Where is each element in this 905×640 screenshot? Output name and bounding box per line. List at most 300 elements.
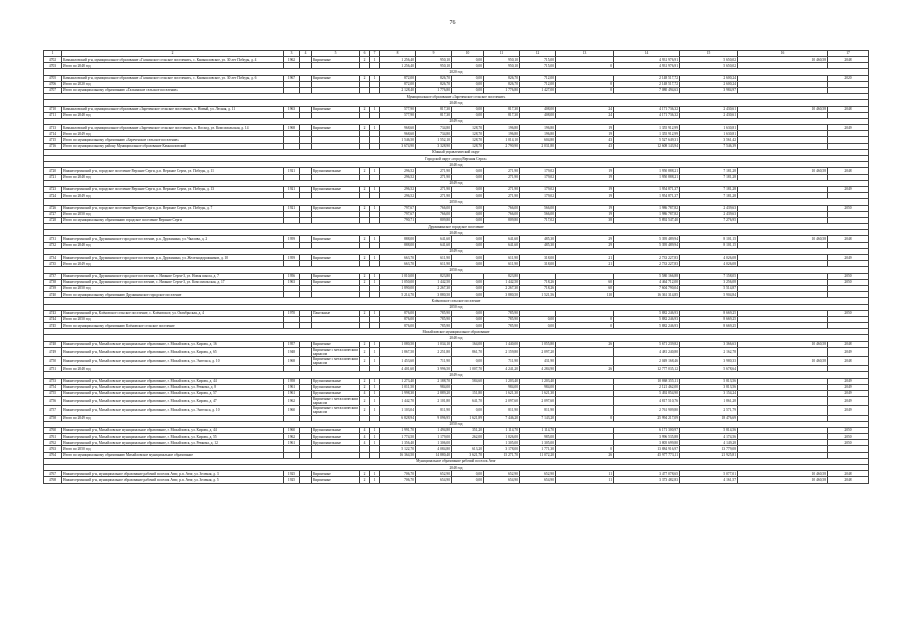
table-cell: 7 604 790,04	[614, 285, 680, 291]
table-cell: 663,70	[380, 261, 416, 267]
table-cell: Крупнопанельные	[312, 434, 360, 440]
table-cell: 0	[556, 323, 614, 329]
table-cell: 2 600,24	[680, 81, 738, 87]
table-cell: 10 460,58	[738, 106, 828, 112]
table-cell: Нижнесергинский р-н, Дружининское городское поселение, с. Нижние Серги-3, ул. Новая школа, д. 7	[62, 273, 284, 279]
table-cell: 4761	[44, 434, 62, 440]
section-title: Клёновское сельское поселение	[44, 298, 869, 304]
table-cell: 0,00	[452, 205, 484, 211]
table-cell: Нижнесергинский р-н, Михайловское муниципальное образование, г. Михайловск, ул. Кирова, д. 47	[62, 397, 284, 406]
table-cell: 566,00	[520, 211, 556, 217]
table-cell: Итого по муниципальному образованию «Галкинское сельское поселение»	[62, 87, 284, 93]
table-cell: 785,90	[484, 310, 520, 316]
table-cell: 712,00	[520, 81, 556, 87]
table-cell: 2049	[828, 397, 869, 406]
table-cell: 2 097,20	[520, 347, 556, 356]
table-cell: 4 149,28	[680, 440, 738, 446]
table-cell: 604,80	[520, 137, 556, 143]
table-cell: Итого по муниципальному образованию Михайловское муниципальное образование	[62, 452, 284, 458]
table-cell: 1	[370, 341, 380, 347]
table-cell: 0	[556, 63, 614, 69]
table-cell: 2 889,20	[416, 390, 452, 396]
table-cell: 5 395 489,94	[614, 236, 680, 242]
table-cell: 985,00	[520, 434, 556, 440]
table-cell: Итого по муниципальному образованию Дружининское городское поселение	[62, 292, 284, 298]
table-cell: 1	[370, 378, 380, 384]
table-cell: 2 430,61	[680, 112, 738, 118]
table-cell: Нижнесергинский р-н, муниципальное образование рабочий поселок Атиг, р.п. Атиг, ул. Зеленая, д. 5	[62, 477, 284, 483]
table-cell: 2 761 909,80	[614, 406, 680, 415]
table-cell: 10 460,58	[738, 471, 828, 477]
table-cell: 2049	[828, 186, 869, 192]
section-title: 2050 год	[44, 304, 869, 310]
table-cell: 641,60	[484, 242, 520, 248]
table-cell	[556, 397, 614, 406]
table-cell: 2048	[828, 341, 869, 347]
table-cell: 641,60	[416, 236, 452, 242]
table-cell: 296,52	[380, 174, 416, 180]
table-cell: Итого по 2049 год	[62, 131, 284, 137]
table-cell: 19	[556, 211, 614, 217]
table-cell: 271,90	[484, 168, 520, 174]
table-cell: 809,80	[416, 217, 452, 223]
table-cell: 1 776,80	[484, 87, 520, 93]
table-cell: 1921	[284, 205, 300, 211]
table-cell: 26	[556, 341, 614, 347]
table-cell: 1 442,50	[416, 279, 452, 285]
table-cell: 3 373 482,83	[614, 477, 680, 483]
table-cell: 950,10	[484, 63, 520, 69]
table-cell: 2 049 168,46	[614, 357, 680, 366]
section-title: 2049 год	[44, 372, 869, 378]
table-cell: 611,90	[484, 255, 520, 261]
table-cell: 11 072,20	[520, 452, 556, 458]
table-cell: 1	[370, 236, 380, 242]
table-cell: 1 010,00	[380, 273, 416, 279]
table-cell: 2 267,30	[416, 285, 452, 291]
table-cell: 1	[370, 384, 380, 390]
table-cell: 2 031,80	[520, 143, 556, 149]
table-cell: 25 994 217,09	[614, 415, 680, 421]
table-cell	[738, 397, 828, 406]
table-cell: 1 621,89	[452, 415, 484, 421]
table-cell: 1961	[284, 440, 300, 446]
table-cell: 1925	[284, 477, 300, 483]
table-cell: 4756	[44, 397, 62, 406]
table-cell: 19	[556, 131, 614, 137]
table-cell: Кирпичные	[312, 477, 360, 483]
table-cell: Итого по 2048 год	[62, 63, 284, 69]
column-number: 8	[380, 51, 416, 57]
table-cell: 654,90	[484, 477, 520, 483]
table-row	[44, 477, 869, 483]
table-cell: Итого по 2049 год	[62, 193, 284, 199]
table-cell: 4735	[44, 261, 62, 267]
table-cell: 1 256,40	[380, 63, 416, 69]
table-cell: 4727	[44, 211, 62, 217]
table-cell: Нижнесергинский р-н, Дружининское городское поселение, с. Нижние Серги-3, ул. Комсомольская, д. 17	[62, 279, 284, 285]
table-cell: 1 546,50	[380, 137, 416, 143]
table-cell: 888,00	[380, 236, 416, 242]
table-cell: 663,70	[380, 255, 416, 261]
table-cell: 1 776,80	[416, 87, 452, 93]
table-cell: 4 171 736,32	[614, 106, 680, 112]
table-cell: 3 366,63	[680, 341, 738, 347]
table-cell: 164,00	[452, 341, 484, 347]
table-cell: 2	[360, 236, 370, 242]
table-cell: 1 954 871,37	[614, 186, 680, 192]
table-cell: 790,71	[380, 217, 416, 223]
table-cell: Итого по 2048 год	[62, 366, 284, 372]
table-cell: 4 174,56	[680, 434, 738, 440]
section-title: 2050 год	[44, 267, 869, 273]
table-cell: 2050	[828, 205, 869, 211]
table-cell: 0,00	[452, 75, 484, 81]
table-cell: 1 356,40	[380, 440, 416, 446]
table-cell: 888,00	[380, 242, 416, 248]
table-cell: 785,90	[416, 310, 452, 316]
table-cell: 4760	[44, 427, 62, 433]
section-title: Городской округ «город Верхняя Серга»	[44, 156, 869, 162]
table-cell: 4755	[44, 390, 62, 396]
table-cell: 1 771,30	[520, 446, 556, 452]
table-cell: 1962	[284, 57, 300, 63]
table-cell: 26	[556, 452, 614, 458]
table-cell: 318,00	[520, 255, 556, 261]
table-cell: 4753	[44, 378, 62, 384]
table-cell: 711,90	[416, 357, 452, 366]
table-cell: 1	[370, 347, 380, 356]
table-cell: 1 305,00	[484, 440, 520, 446]
column-number: 6	[360, 51, 370, 57]
table-cell: 1	[370, 57, 380, 63]
table-cell: 0,00	[452, 316, 484, 322]
table-cell: Камышловский р-н, муниципальное образование «Зареченское сельское поселение», п. Восход, ул. Комсомольская, д. 14	[62, 125, 284, 131]
table-cell: 6 828,94	[380, 415, 416, 421]
table-cell: 1 114,70	[520, 427, 556, 433]
table-cell: 817,30	[416, 106, 452, 112]
table-cell: 711,90	[484, 357, 520, 366]
table-cell: 21	[556, 255, 614, 261]
table-cell: 1 861,28	[680, 397, 738, 406]
table-cell: 11	[556, 477, 614, 483]
table-cell: 1925	[284, 471, 300, 477]
table-cell: 179,02	[520, 193, 556, 199]
table-cell: 785,90	[484, 316, 520, 322]
table-cell: 2050	[828, 310, 869, 316]
table-cell: 785,90	[416, 316, 452, 322]
table-cell: 4711	[44, 112, 62, 118]
table-cell: 15 271,70	[484, 452, 520, 458]
table-cell: 1	[370, 125, 380, 131]
table-cell: 4763	[44, 446, 62, 452]
table-cell: 0,00	[520, 323, 556, 329]
table-cell: Кирпичные	[312, 236, 360, 242]
section-title: 2048 год	[44, 335, 869, 341]
table-cell: 797,67	[380, 211, 416, 217]
table-cell: 10 460,58	[738, 357, 828, 366]
table-cell: 19	[556, 186, 614, 192]
table-cell: 4715	[44, 137, 62, 143]
table-cell: 7 181,28	[680, 168, 738, 174]
table-cell: 1	[370, 75, 380, 81]
table-cell: Кирпичные	[312, 471, 360, 477]
table-cell: 4 817 510,76	[614, 397, 680, 406]
table-cell	[556, 347, 614, 356]
section-title: Дружининское городское поселение	[44, 224, 869, 230]
table-cell: 10 460,58	[738, 236, 828, 242]
table-cell: 611,90	[416, 255, 452, 261]
table-cell: 654,90	[520, 477, 556, 483]
table-cell: 2	[360, 384, 370, 390]
table-cell: Итого по 2050 год	[62, 446, 284, 452]
table-cell: Кирпичные с металлическим каркасом	[313, 406, 358, 415]
table-cell: 0	[556, 316, 614, 322]
table-cell	[556, 406, 614, 415]
table-cell: 4710	[44, 106, 62, 112]
table-cell: 4 171 736,32	[614, 112, 680, 118]
table-cell: Итого по муниципальному образованию «Зареченское сельское поселение»	[62, 137, 284, 143]
table-cell: 797,67	[380, 205, 416, 211]
table-cell: 2049	[828, 347, 869, 356]
table-cell: Камышловский р-н, муниципальное образование «Галкинское сельское поселение», с. Камышловское, ул. 30 лет Победы, д. 4	[62, 57, 284, 63]
table-cell: 1967	[284, 75, 300, 81]
table-cell: 7 181,28	[680, 174, 738, 180]
table-cell: 4764	[44, 452, 62, 458]
table-cell: 811,90	[484, 406, 520, 415]
table-cell: 0,00	[452, 255, 484, 261]
table-cell: 351,20	[452, 427, 484, 433]
table-cell: 2049	[828, 390, 869, 396]
table-cell: Нижнесергинский р-н, Михайловское муниципальное образование, г. Михайловск, ул. Кирова, д. 44	[62, 427, 284, 433]
table-cell: 2 162,78	[680, 347, 738, 356]
column-number: 1	[44, 51, 62, 57]
table-cell: 1959	[284, 255, 300, 261]
table-cell: 5 650,02	[680, 63, 738, 69]
table-cell	[300, 397, 312, 406]
table-cell: 0,00	[452, 279, 484, 285]
table-cell: 3 996 535,88	[614, 434, 680, 440]
table-cell: 2 251,80	[416, 347, 452, 356]
table-cell: 1 621,30	[484, 390, 520, 396]
table-cell: 718,26	[520, 279, 556, 285]
table-cell: 1 007,70	[452, 366, 484, 372]
table-cell: 1 306,00	[416, 440, 452, 446]
table-cell: 2049	[828, 384, 869, 390]
table-cell: 734,80	[416, 131, 452, 137]
table-cell: 2048	[828, 357, 869, 366]
table-cell: 2050	[828, 273, 869, 279]
table-cell: 4713	[44, 125, 62, 131]
table-cell: 1	[370, 406, 380, 415]
section-title: 2048 год	[44, 162, 869, 168]
table-cell: 1	[370, 106, 380, 112]
table-cell	[300, 347, 312, 356]
table-cell: Нижнесергинский р-н, Клёновское сельское поселение, с. Клёновское, ул. Октябрьская, д. 4	[62, 310, 284, 316]
table-cell: 2 128,40	[380, 87, 416, 93]
table-cell: 13 779,08	[680, 446, 738, 452]
table-cell: 1	[370, 434, 380, 440]
table-cell: 2 159,80	[484, 347, 520, 356]
table-cell: 2	[360, 357, 370, 366]
table-cell: 12 777 035,12	[614, 366, 680, 372]
table-cell: 3 477 078,65	[614, 471, 680, 477]
table-row	[44, 397, 869, 406]
table-cell: 4739	[44, 285, 62, 291]
table-cell: 0,00	[452, 261, 484, 267]
table-cell: 18 476,69	[680, 415, 738, 421]
table-cell: 5 077,01	[680, 471, 738, 477]
table-cell: Итого по 2048 год	[62, 174, 284, 180]
table-cell: 196,80	[520, 125, 556, 131]
table-cell: 823,80	[484, 273, 520, 279]
column-number: 15	[680, 51, 738, 57]
table-cell: 271,90	[416, 174, 452, 180]
table-cell: 0,00	[452, 292, 484, 298]
table-cell: Кирпичные	[312, 125, 360, 131]
table-cell: 10 868 355,11	[614, 378, 680, 384]
table-cell: 1	[370, 440, 380, 446]
table-cell: 1	[370, 279, 380, 285]
table-cell: 817,30	[484, 106, 520, 112]
table-cell: Кирпичные	[312, 106, 360, 112]
table-cell: 1960	[284, 406, 300, 415]
table-cell: 1 114,70	[484, 427, 520, 433]
table-cell	[556, 357, 614, 366]
table-cell: Итого по 2049 год	[62, 261, 284, 267]
table-cell: 1 203,40	[520, 378, 556, 384]
table-cell: 128,70	[452, 125, 484, 131]
table-cell: 4 401,60	[380, 366, 416, 372]
table-cell: 1	[370, 390, 380, 396]
table-cell: Кирпичные	[312, 273, 360, 279]
column-number: 5	[312, 51, 360, 57]
table-cell: Итого по 2050 год	[62, 316, 284, 322]
table-cell: Кирпичные	[312, 57, 360, 63]
table-cell: 1 355 912,99	[614, 125, 680, 131]
section-title: 2050 год	[44, 421, 869, 427]
table-cell: 1 630,81	[680, 125, 738, 131]
table-cell: 7 158,05	[680, 273, 738, 279]
table-cell: 2 600,24	[680, 75, 738, 81]
table-cell: 29	[556, 242, 614, 248]
table-cell: 715,00	[520, 57, 556, 63]
table-cell: 19	[556, 168, 614, 174]
table-cell: 196,80	[484, 125, 520, 131]
section-title: 2048 год	[44, 230, 869, 236]
table-cell: 0,00	[452, 217, 484, 223]
table-cell: 4	[360, 440, 370, 446]
table-cell: 984,00	[520, 384, 556, 390]
table-cell: 2 430,61	[680, 106, 738, 112]
table-cell: 5 122,70	[380, 446, 416, 452]
table-cell: 950,10	[484, 57, 520, 63]
table-cell: 872,00	[380, 81, 416, 87]
table-cell: 2 148 517,72	[614, 81, 680, 87]
column-number: 14	[614, 51, 680, 57]
table-cell: 1970	[284, 310, 300, 316]
table-cell: 4726	[44, 205, 62, 211]
table-cell: Крупнопанельные	[312, 186, 360, 192]
table-cell: 2020	[828, 75, 869, 81]
table-cell: 766,00	[484, 211, 520, 217]
table-cell: 0,00	[452, 406, 484, 415]
table-cell: 271,90	[416, 193, 452, 199]
table-cell: 2050	[828, 434, 869, 440]
table-cell: 1968	[284, 357, 300, 366]
table-cell: 1 034,10	[416, 341, 452, 347]
table-cell: 60	[556, 285, 614, 291]
section-title: 2020 год	[44, 69, 869, 75]
table-cell: 1	[370, 357, 380, 366]
table-cell: 5 650,02	[680, 57, 738, 63]
table-cell: 2	[360, 186, 370, 192]
table-cell: 950,10	[416, 63, 452, 69]
table-cell: 811,90	[520, 406, 556, 415]
table-cell: 1 494,80	[416, 427, 452, 433]
table-cell: 3 178,00	[484, 446, 520, 452]
table-row	[44, 406, 869, 415]
table-cell: 811,90	[416, 406, 452, 415]
table-cell: Кирпичные	[312, 279, 360, 285]
table-cell: 5 395 489,94	[614, 242, 680, 248]
table-cell: 271,90	[484, 174, 520, 180]
table-cell: 641,60	[484, 236, 520, 242]
column-number: 9	[416, 51, 452, 57]
table-cell: 1 011,50	[380, 384, 416, 390]
table-cell: 3 980,33	[680, 357, 738, 366]
table-cell: 611,90	[416, 261, 452, 267]
table-cell: 2 733 227,83	[614, 261, 680, 267]
table-cell: Итого по муниципальному образованию Клёновское сельское поселение	[62, 323, 284, 329]
table-cell: 2 101,80	[416, 397, 452, 406]
table-cell: Нижнесергинский р-н, Михайловское муниципальное образование, г. Михайловск, ул. Кирова, д. 44	[62, 378, 284, 384]
table-cell: 1957	[284, 341, 300, 347]
table-cell: 4768	[44, 477, 62, 483]
table-cell: 2048	[828, 477, 869, 483]
table-cell: 151,80	[452, 390, 484, 396]
table-cell: 110	[556, 292, 614, 298]
table-cell: Крупнопанельные	[312, 384, 360, 390]
table-cell: 5 814,56	[680, 427, 738, 433]
table-cell: 4758	[44, 415, 62, 421]
table-cell: 4702	[44, 57, 62, 63]
table-cell: 0	[556, 415, 614, 421]
table-cell: 0,00	[452, 57, 484, 63]
column-number: 11	[484, 51, 520, 57]
table-cell: 3 805 699,80	[614, 440, 680, 446]
table-cell: 196,80	[484, 131, 520, 137]
table-cell: 1 355 912,99	[614, 131, 680, 137]
table-cell: 14 880,40	[416, 452, 452, 458]
table-cell: 826,70	[484, 81, 520, 87]
table-cell: 4745	[44, 323, 62, 329]
table-cell: 1	[370, 427, 380, 433]
table-cell: 1 890,00	[380, 285, 416, 291]
table-cell: 0,00	[452, 106, 484, 112]
table-cell: 4 931 976,91	[614, 57, 680, 63]
table-cell: 21	[556, 261, 614, 267]
table-cell: 2	[360, 125, 370, 131]
table-cell: 5 492 854,90	[614, 390, 680, 396]
table-cell: 826,70	[416, 81, 452, 87]
table-cell: Камышловский р-н, муниципальное образование «Галкинское сельское поселение», с. Камышловское, ул. 30 лет Победы, д. 6	[62, 75, 284, 81]
table-cell: 817,30	[416, 112, 452, 118]
table-cell: 29	[556, 236, 614, 242]
table-cell: Итого по муниципальному району Муниципальное образование Камышловский	[62, 143, 284, 149]
section-title: 2050 год	[44, 199, 869, 205]
table-cell: 0,00	[452, 186, 484, 192]
